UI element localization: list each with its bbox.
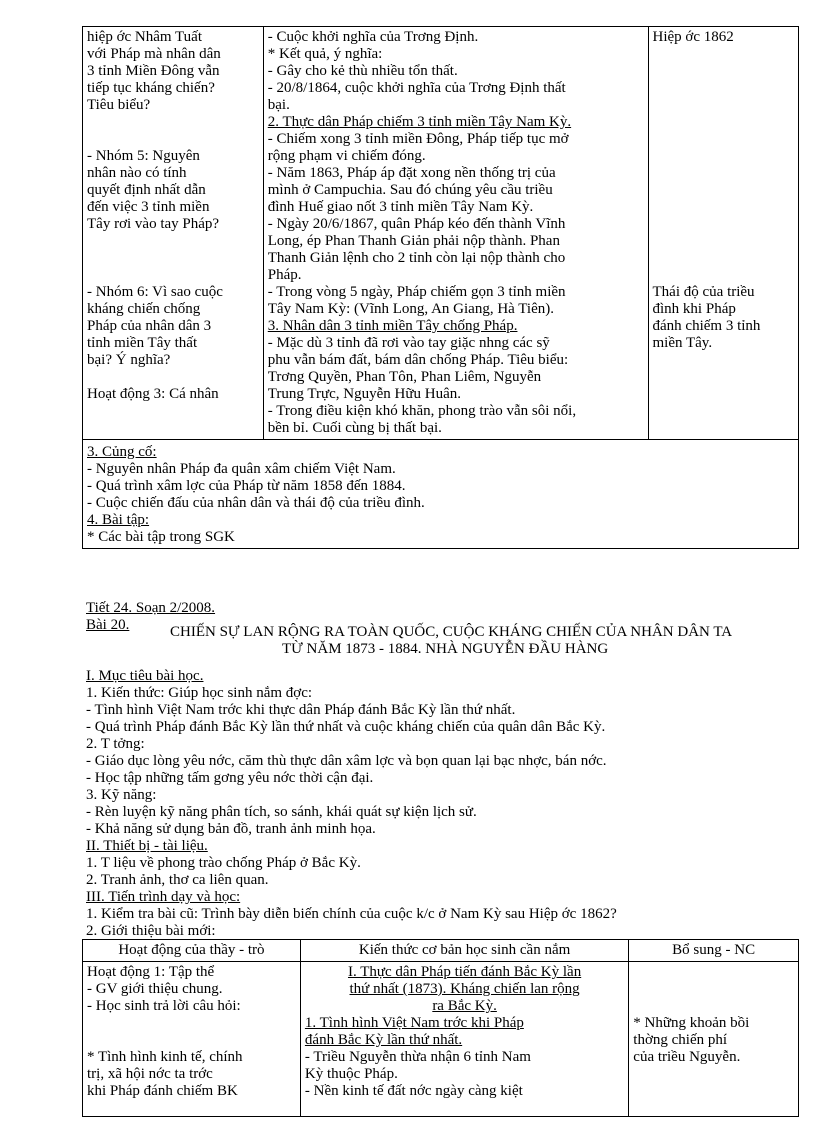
- knowledge-column: [300, 962, 628, 1117]
- summary-cell: [83, 440, 799, 549]
- text-line: đến việc 3 tỉnh miền: [87, 199, 210, 215]
- text-line: hiệp ớc Nhâm Tuất: [87, 29, 203, 45]
- text-line: - Quá trình Pháp đánh Bắc Kỳ lần thứ nhất và cuộc kháng chiến của quân dân Bắc Kỳ.: [86, 719, 606, 735]
- text-line: - Ngày 20/6/1867, quân Pháp kéo đến thành Vĩnh: [267, 216, 566, 232]
- text-line: Tây Nam Kỳ: (Vĩnh Long, An Giang, Hà Tiên).: [267, 301, 554, 317]
- text-line: [87, 369, 259, 386]
- text-line: - Năm 1863, Pháp áp đặt xong nền thống trị của: [267, 165, 556, 181]
- text-line: khi Pháp đánh chiếm BK: [87, 1083, 238, 1099]
- text-line: [653, 165, 794, 182]
- text-line: nhân nào có tính: [87, 165, 187, 181]
- text-line: 2. Tranh ảnh, thơ ca liên quan.: [86, 872, 269, 888]
- lesson-title-line-1: CHIẾN SỰ LAN RỘNG RA TOÀN QUỐC, CUỘC KHÁNG CHIẾN CỦA NHÂN DÂN TA: [170, 624, 733, 640]
- text-line: - Trong điều kiện khó khăn, phong trào vẫn sôi nổi,: [267, 403, 577, 419]
- text-line: II. Thiết bị - tài liệu.: [86, 838, 208, 854]
- text-line: [653, 182, 794, 199]
- text-line: - Cuộc khởi nghĩa của Trơng Định.: [267, 29, 479, 45]
- text-line: thờng chiến phí: [633, 1032, 728, 1048]
- text-line: - Mặc dù 3 tỉnh đã rơi vào tay giặc nhng các sỹ: [267, 335, 550, 351]
- text-line: Hoạt động 1: Tập thể: [87, 964, 215, 980]
- text-line: 2. Giới thiệu bài mới:: [86, 923, 216, 939]
- bottom-lesson-table: [82, 939, 799, 1117]
- text-line: - Nền kinh tế đất nớc ngày càng kiệt: [304, 1083, 523, 1099]
- text-line: [87, 1032, 296, 1049]
- top-lesson-table: [82, 26, 799, 549]
- text-line: [633, 998, 794, 1015]
- text-line: [653, 80, 794, 97]
- text-line: đánh chiếm 3 tỉnh: [652, 318, 761, 334]
- lesson-date-line: Tiết 24. Soạn 2/2008.: [86, 600, 216, 616]
- text-line: [653, 131, 794, 148]
- text-line: [87, 1015, 296, 1032]
- header-teacher-student: Hoạt động của thầy - trò: [83, 940, 301, 962]
- table-header-row: [83, 940, 799, 962]
- text-line: - Chiếm xong 3 tỉnh miền Đông, Pháp tiếp tục mở: [267, 131, 569, 147]
- supplement-text: [653, 29, 794, 352]
- lesson-objectives: [86, 668, 617, 940]
- text-line: thứ nhất (1873). Kháng chiến lan rộng: [349, 981, 580, 997]
- text-line: [87, 131, 259, 148]
- text-line: [653, 63, 794, 80]
- knowledge-column: [263, 27, 648, 440]
- text-line: 2. Thực dân Pháp chiếm 3 tỉnh miền Tây Nam Kỳ.: [267, 114, 572, 130]
- text-line: mình ở Campuchia. Sau đó chúng yêu cầu triều: [267, 182, 553, 198]
- text-line: - Nguyên nhân Pháp đa quân xâm chiếm Việt Nam.: [87, 461, 396, 477]
- text-line: bại? Ý nghĩa?: [87, 352, 171, 368]
- text-line: Thái độ của triều: [652, 284, 755, 300]
- text-line: Thanh Giản lệnh cho 2 tỉnh còn lại nộp thành cho: [267, 250, 566, 266]
- table-row: [83, 962, 799, 1117]
- text-line: * Kết quả, ý nghĩa:: [267, 46, 383, 62]
- text-line: - Rèn luyện kỹ năng phân tích, so sánh, khái quát sự kiện lịch sử.: [86, 804, 477, 820]
- text-line: miền Tây.: [652, 335, 713, 351]
- text-line: - Quá trình xâm lợc của Pháp từ năm 1858 đến 1884.: [87, 478, 406, 494]
- text-line: bền bỉ. Cuối cùng bị thất bại.: [267, 420, 442, 436]
- text-line: quyết định nhất dẫn: [87, 182, 206, 198]
- text-line: [653, 199, 794, 216]
- text-line: 4. Bài tập:: [87, 512, 150, 528]
- text-line: - Giáo dục lòng yêu nớc, căm thù thực dân xâm lợc và bọn quan lại bạc nhợc, bán nớc.: [86, 753, 607, 769]
- text-line: [87, 233, 259, 250]
- text-line: [87, 250, 259, 267]
- text-line: [87, 267, 259, 284]
- text-line: 1. Kiến thức: Giúp học sinh nắm đợc:: [86, 685, 313, 701]
- text-line: Trung Trực, Nguyễn Hữu Huân.: [267, 386, 461, 402]
- text-line: 1. Tình hình Việt Nam trớc khi Pháp: [304, 1015, 524, 1031]
- knowledge-text: [268, 29, 644, 437]
- text-line: - Khả năng sử dụng bản đồ, tranh ảnh minh họa.: [86, 821, 376, 837]
- text-line: bại.: [267, 97, 290, 113]
- supplement-column: [629, 962, 799, 1117]
- text-line: 2. T tởng:: [86, 736, 145, 752]
- text-line: Trơng Quyền, Phan Tôn, Phan Liêm, Nguyễn: [267, 369, 542, 385]
- text-line: I. Mục tiêu bài học.: [86, 668, 204, 684]
- text-line: - 20/8/1864, cuộc khởi nghĩa của Trơng Định thất: [267, 80, 566, 96]
- text-line: 1. Kiểm tra bài cũ: Trình bày diễn biến chính của cuộc k/c ở Nam Kỳ sau Hiệp ớc 1862?: [86, 906, 617, 922]
- text-line: Hiệp ớc 1862: [652, 29, 734, 45]
- text-line: 3. Nhân dân 3 tỉnh miền Tây chống Pháp.: [267, 318, 518, 334]
- text-line: của triều Nguyễn.: [633, 1049, 741, 1065]
- text-line: Pháp của nhân dân 3: [87, 318, 212, 334]
- text-line: - Học tập những tấm gơng yêu nớc thời cận đại.: [86, 770, 374, 786]
- summary-text: [87, 444, 794, 546]
- text-line: 3. Kỹ năng:: [86, 787, 157, 803]
- text-line: - Nhóm 6: Vì sao cuộc: [87, 284, 223, 300]
- text-line: [633, 981, 794, 998]
- text-line: tỉnh miền Tây thất: [87, 335, 198, 351]
- text-line: đánh Bắc Kỳ lần thứ nhất.: [304, 1032, 463, 1048]
- text-line: [653, 46, 794, 63]
- table-row: [83, 440, 799, 549]
- text-line: * Tình hình kinh tế, chính: [87, 1049, 243, 1065]
- lesson-title-line-2: TỪ NĂM 1873 - 1884. NHÀ NGUYỄN ĐẦU HÀNG: [282, 641, 609, 657]
- text-line: - Triều Nguyễn thừa nhận 6 tỉnh Nam: [304, 1049, 531, 1065]
- text-line: ra Bắc Kỳ.: [432, 998, 497, 1014]
- text-line: Kỳ thuộc Pháp.: [304, 1066, 398, 1082]
- text-line: [653, 148, 794, 165]
- text-line: phu vẫn bám đất, bám dân chống Pháp. Tiêu biểu:: [267, 352, 569, 368]
- text-line: - Nhóm 5: Nguyên: [87, 148, 200, 164]
- text-line: tiếp tục kháng chiến?: [87, 80, 215, 96]
- text-line: 3. Củng cố:: [87, 444, 157, 460]
- text-line: - Tình hình Việt Nam trớc khi thực dân Pháp đánh Bắc Kỳ lần thứ nhất.: [86, 702, 516, 718]
- text-line: III. Tiến trình dạy và học:: [86, 889, 241, 905]
- text-line: Pháp.: [267, 267, 302, 283]
- text-line: rộng phạm vi chiếm đóng.: [267, 148, 426, 164]
- text-line: Hoạt động 3: Cá nhân: [87, 386, 219, 402]
- header-supplement: Bổ sung - NC: [629, 940, 799, 962]
- supplement-column: [648, 27, 798, 440]
- lesson-number: Bài 20.: [86, 617, 130, 633]
- text-line: trị, xã hội nớc ta trớc: [87, 1066, 213, 1082]
- text-line: I. Thực dân Pháp tiến đánh Bắc Kỳ lần: [347, 964, 582, 980]
- text-line: - Gây cho kẻ thù nhiều tổn thất.: [267, 63, 458, 79]
- text-line: Long, ép Phan Thanh Giản phải nộp thành. Phan: [267, 233, 560, 249]
- activity-column: [83, 962, 301, 1117]
- text-line: [653, 216, 794, 233]
- activity-text: [87, 964, 296, 1100]
- activity-text: [87, 29, 259, 403]
- text-line: [633, 964, 794, 981]
- text-line: 3 tỉnh Miền Đông vẫn: [87, 63, 220, 79]
- text-line: Tiêu biểu?: [87, 97, 151, 113]
- text-line: 1. T liệu về phong trào chống Pháp ở Bắc Kỳ.: [86, 855, 361, 871]
- text-line: * Những khoản bồi: [633, 1015, 750, 1031]
- text-line: - Học sinh trả lời câu hỏi:: [87, 998, 241, 1014]
- knowledge-text: [305, 1015, 624, 1100]
- text-line: Tây rơi vào tay Pháp?: [87, 216, 220, 232]
- text-line: [653, 114, 794, 131]
- text-line: [653, 233, 794, 250]
- header-basic-knowledge: Kiến thức cơ bản học sinh cần nắm: [300, 940, 628, 962]
- text-line: - Cuộc chiến đấu của nhân dân và thái độ của triều đình.: [87, 495, 425, 511]
- text-line: kháng chiến chống: [87, 301, 201, 317]
- text-line: với Pháp mà nhân dân: [87, 46, 221, 62]
- text-line: [653, 267, 794, 284]
- text-line: [653, 97, 794, 114]
- supplement-text: [633, 964, 794, 1066]
- section-heading: [305, 964, 624, 1015]
- text-line: - Trong vòng 5 ngày, Pháp chiếm gọn 3 tỉnh miền: [267, 284, 566, 300]
- activity-column: [83, 27, 264, 440]
- text-line: [653, 250, 794, 267]
- table-row: [83, 27, 799, 440]
- text-line: - GV giới thiệu chung.: [87, 981, 223, 997]
- text-line: [87, 114, 259, 131]
- text-line: đình Huế giao nốt 3 tỉnh miền Tây Nam Kỳ.: [267, 199, 534, 215]
- text-line: * Các bài tập trong SGK: [87, 529, 235, 545]
- text-line: đình khi Pháp: [652, 301, 736, 317]
